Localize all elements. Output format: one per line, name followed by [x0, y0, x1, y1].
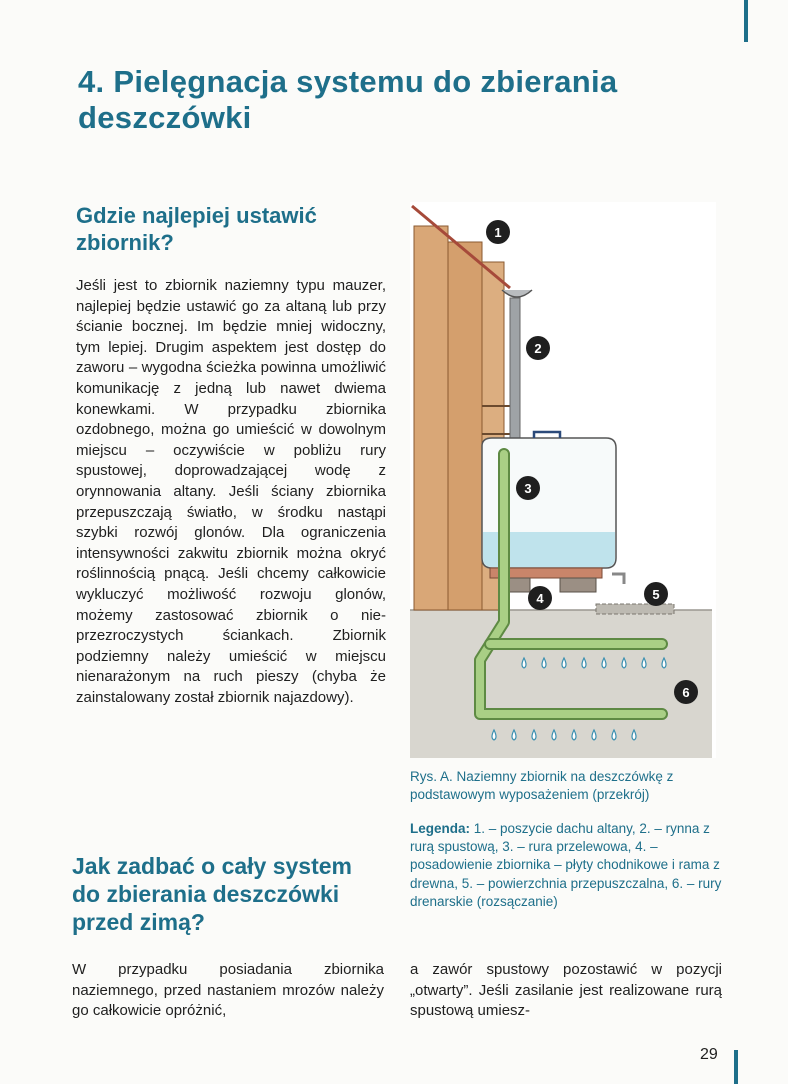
wall-plank-2 [448, 242, 482, 610]
ground [410, 610, 712, 758]
marker-2-label: 2 [534, 341, 542, 356]
legend-text: 1. – poszycie dachu altany, 2. – rynna z rurą spustową, 3. – rura przelewowa, 4. – posadowienie zbiornika – płyty chodnikowe i rama z drewna, 5. – powierzchnia przepuszczalna, 6. – rury drenarskie (rozsączanie) [410, 821, 722, 909]
figure-caption: Rys. A. Naziemny zbiornik na deszczówkę z podstawowym wyposażeniem (przekrój) [410, 769, 674, 802]
chapter-title: 4. Pielęgnacja systemu do zbierania deszczówki [78, 64, 618, 135]
page-edge-bar-top [744, 0, 748, 42]
tank-stand-slab-right [560, 578, 596, 592]
marker-6-label: 6 [682, 685, 690, 700]
page-edge-bar-bottom [734, 1050, 738, 1084]
marker-4-label: 4 [536, 591, 544, 606]
legend-label: Legenda: [410, 821, 471, 836]
downpipe [510, 298, 520, 448]
section-text-winter-left: W przypadku posiadania zbiornika naziemnego, przed nastaniem mrozów należy go całkowicie opróżnić, [72, 961, 384, 1020]
section-heading-winter: Jak zadbać o cały system do zbierania deszczówki przed zimą? [72, 853, 352, 935]
marker-3-label: 3 [524, 481, 532, 496]
permeable-surface [596, 604, 674, 614]
marker-1-label: 1 [494, 225, 502, 240]
section-text-winter-right: a zawór spustowy pozostawić w pozycji „otwarty”. Jeśli zasilanie jest realizowane rurą spustową umiesz- [410, 961, 722, 1020]
marker-5-label: 5 [652, 587, 660, 602]
figure-legend [410, 820, 730, 911]
section-heading-placement: Gdzie najlepiej ustawić zbiornik? [76, 203, 317, 255]
rainwater-tank-illustration [410, 202, 716, 758]
wall-plank-1 [414, 226, 448, 610]
page-number: 29 [700, 1046, 718, 1063]
section-text-placement: Jeśli jest to zbiornik naziemny typu mauzer, najlepiej będzie ustawić go za altaną lub przy ścianie bocznej. Im będzie mniej widoczny, tym lepiej. Drugim aspektem jest dostęp do zaworu – wygodna ścieżka powinna umożliwić komunikację z jedną lub nawet dwiema konewkami. W przypadku zbiornika ozdobnego, można go umieścić w dowolnym miejscu – oczywiście w pobliżu rury spustowej, doprowadzającej wodę z orynnowania altany. Jeśli ściany zbiornika przepuszczają światło, w środku nastąpi szybki rozwój glonów. Dla ograniczenia intensywności zakwitu zbiornik można okryć roślinnością pnącą. Jeśli chcemy całkowicie wykluczyć możliwość rozwoju glonów, możemy zastosować zbiornik o nieprzezroczystych ściankach. Zbiornik podziemny należy umieścić w miejscu nienarażonym na ruch pieszy (chyba że zainstalowany został zbiornik najazdowy). [76, 277, 386, 706]
